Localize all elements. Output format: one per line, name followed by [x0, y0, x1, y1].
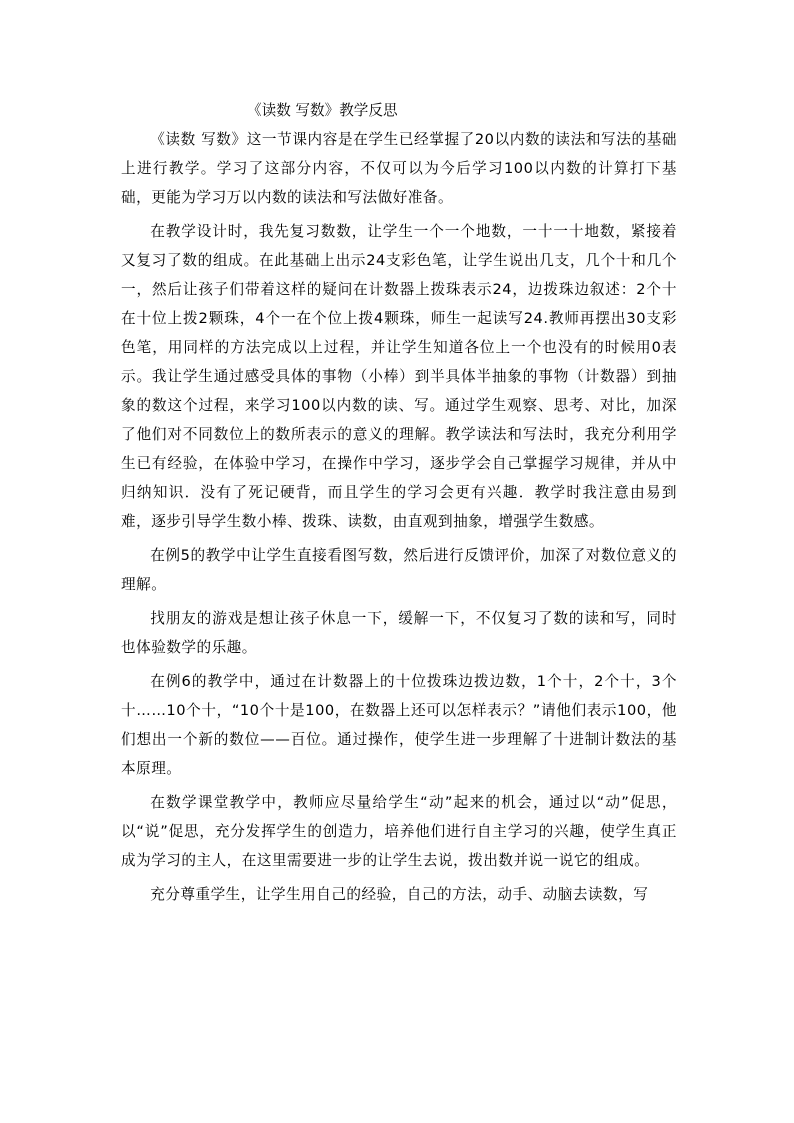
paragraph-game: 找朋友的游戏是想让孩子休息一下，缓解一下，不仅复习了数的读和写，同时也体验数学的乐趣。 — [121, 610, 677, 656]
paragraph-design: 在教学设计时，我先复习数数，让学生一个一个地数，一十一十地数，紧接着又复习了数的组成。在此基础上出示24支彩色笔，让学生说出几支，几个十和几个一，然后让孩子们带着这样的疑问在计数器上拨珠表示24，边拨珠边叙述：2个十在十位上拨2颗珠，4个一在个位上拨4颗珠，师生一起读写24.教师再摆出30支彩色笔，用同样的方法完成以上过程，并让学生知道各位上一个也没有的时候用0表示。我让学生通过感受具体的事物（小棒）到半具体半抽象的事物（计数器）到抽象的数这个过程，来学习100以内数的读、写。通过学生观察、思考、对比，加深了他们对不同数位上的数所表示的意义的理解。教学读法和写法时，我充分利用学生已有经验，在体验中学习，在操作中学习，逐步学会自己掌握学习规律，并从中归纳知识．没有了死记硬背，而且学生的学习会更有兴趣．教学时我注意由易到难，逐步引导学生数小棒、拨珠、读数，由直观到抽象，增强学生数感。 — [121, 223, 677, 530]
paragraph-intro: 《读数 写数》这一节课内容是在学生已经掌握了20以内数的读法和写法的基础上进行教学。学习了这部分内容，不仅可以为今后学习100以内数的计算打下基础，更能为学习万以内数的读法和写法做好准备。 — [121, 131, 677, 206]
document-body — [121, 96, 677, 914]
paragraph-respect: 充分尊重学生，让学生用自己的经验，自己的方法，动手、动脑去读数，写 — [150, 886, 649, 903]
paragraph-classroom: 在数学课堂教学中，教师应尽量给学生“动”起来的机会，通过以“动”促思，以“说”促思，充分发挥学生的创造力，培养他们进行自主学习的兴趣，使学生真正成为学习的主人，在这里需要进一步的让学生去说，拨出数并说一说它的组成。 — [121, 794, 677, 869]
paragraph-example-6: 在例6的教学中，通过在计数器上的十位拨珠边拨边数，1个十，2个十，3个十……10个十，“10个十是100，在数器上还可以怎样表示？”请他们表示100，他们想出一个新的数位——百位。通过操作，使学生进一步理解了十进制计数法的基本原理。 — [121, 673, 677, 777]
paragraph-example-5: 在例5的教学中让学生直接看图写数，然后进行反馈评价，加深了对数位意义的理解。 — [121, 547, 677, 593]
document-title: 《读数 写数》教学反思 — [247, 102, 398, 119]
